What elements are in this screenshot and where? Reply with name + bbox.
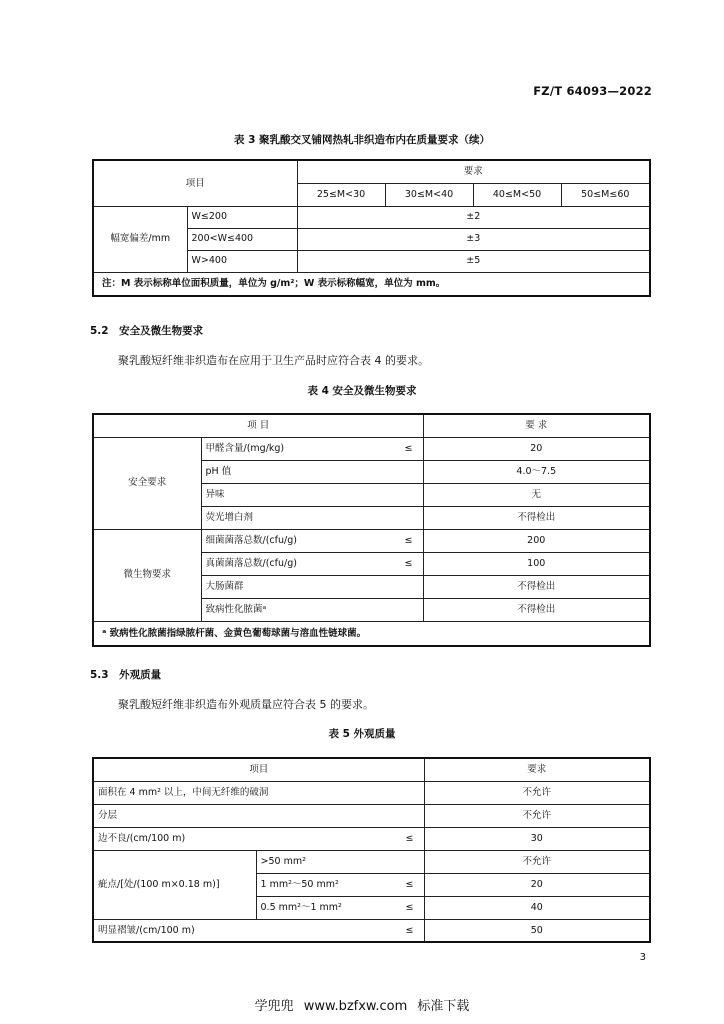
table3-value: ±5: [297, 250, 650, 272]
table3-cond: 200<W≤400: [187, 228, 297, 250]
table5-value: 不允许: [424, 804, 650, 827]
table4-item-label: pH 值: [205, 465, 232, 477]
table4-group-label: 安全要求: [93, 437, 201, 529]
table4-value: 200: [423, 529, 650, 552]
table3-col: 30≤M<40: [385, 183, 473, 206]
table4-item: [201, 575, 423, 598]
table3-cond: W>400: [187, 250, 297, 272]
table3-col: 25≤M<30: [297, 183, 385, 206]
table5-value: 30: [424, 827, 650, 850]
table5-value: 40: [424, 896, 650, 919]
table4-value: 不得检出: [423, 575, 650, 598]
leq-symbol: ≤: [404, 557, 413, 569]
table4-item: [201, 506, 423, 529]
table5-spot-cond: [256, 873, 424, 896]
table3-col: 50≤M≤60: [561, 183, 650, 206]
leq-symbol: ≤: [404, 534, 413, 546]
table4-item-label: 细菌菌落总数/(cfu/g): [205, 534, 297, 546]
table4-item-label: 真菌菌落总数/(cfu/g): [205, 557, 297, 569]
table5-header-req: 要求: [424, 758, 650, 781]
table4-item: [201, 483, 423, 506]
table3: [92, 159, 651, 297]
leq-symbol: ≤: [404, 442, 413, 454]
leq-symbol: ≤: [405, 901, 414, 913]
table3-header-item: 项目: [93, 160, 297, 206]
table5-value: 20: [424, 873, 650, 896]
leq-symbol: ≤: [405, 832, 414, 844]
table5-item: [93, 919, 424, 942]
section-5-2-heading: 5.2 安全及微生物要求: [90, 325, 204, 337]
leq-symbol: ≤: [405, 878, 414, 890]
table3-header-req: 要求: [297, 160, 650, 183]
table3-group-label: 幅宽偏差/mm: [93, 206, 187, 272]
table5-spot-cond-label: 1 mm²～50 mm²: [260, 878, 339, 890]
table4-value: 4.0～7.5: [423, 460, 650, 483]
page-number: 3: [639, 952, 646, 963]
table3-col: 40≤M<50: [473, 183, 561, 206]
table5-spot-cond: [256, 850, 424, 873]
table4-header-item: 项 目: [93, 414, 423, 437]
table3-value: ±3: [297, 228, 650, 250]
table4-header-req: 要 求: [423, 414, 650, 437]
standard-number: FZ/T 64093—2022: [533, 84, 652, 98]
table4-value: 不得检出: [423, 506, 650, 529]
table5-header-item: 项目: [93, 758, 424, 781]
table4-group-label: 微生物要求: [93, 529, 201, 621]
footer-tagline: 标准下载: [417, 999, 470, 1014]
table3-value: ±2: [297, 206, 650, 228]
table4-value: 100: [423, 552, 650, 575]
table4-item: [201, 598, 423, 621]
table4-value: 无: [423, 483, 650, 506]
table4-item-label: 荧光增白剂: [205, 511, 254, 523]
footer-watermark: [0, 995, 724, 1014]
table5-item: 面积在 4 mm² 以上，中间无纤维的破洞: [93, 781, 424, 804]
table4-value: 20: [423, 437, 650, 460]
table4-item: [201, 529, 423, 552]
table4-item-label: 甲醛含量/(mg/kg): [205, 442, 285, 454]
table5-spot-label: 疵点/[处/(100 m×0.18 m)]: [93, 850, 256, 919]
table5-item-label: 边不良/(cm/100 m): [98, 832, 186, 844]
table5-item: [93, 827, 424, 850]
table4-item: [201, 460, 423, 483]
footer-site-name: 学兜兜: [254, 999, 294, 1014]
table4-caption: 表 4 安全及微生物要求: [307, 385, 417, 397]
table4-item-label: 异味: [205, 488, 225, 500]
footer-url[interactable]: www.bzfxw.com: [303, 999, 408, 1014]
table5-spot-cond-label: >50 mm²: [260, 855, 306, 867]
table5-item-label: 明显褶皱/(cm/100 m): [98, 924, 195, 936]
table5-caption: 表 5 外观质量: [328, 728, 396, 740]
table5: [92, 757, 651, 943]
table4-value: 不得检出: [423, 598, 650, 621]
table5-value: 不允许: [424, 781, 650, 804]
table3-note: 注：M 表示标称单位面积质量，单位为 g/m²；W 表示标称幅宽，单位为 mm。: [93, 272, 650, 296]
table5-spot-cond: [256, 896, 424, 919]
table4-item-label: 致病性化脓菌ᵃ: [205, 603, 267, 615]
section-5-2-text: 聚乳酸短纤维非织造布在应用于卫生产品时应符合表 4 的要求。: [118, 354, 429, 367]
table4-note: ᵃ 致病性化脓菌指绿脓杆菌、金黄色葡萄球菌与溶血性链球菌。: [93, 621, 650, 646]
table4: [92, 413, 651, 647]
section-5-3-heading: 5.3 外观质量: [90, 669, 162, 681]
table3-caption: 表 3 聚乳酸交叉铺网热轧非织造布内在质量要求（续）: [233, 134, 491, 146]
table5-value: 不允许: [424, 850, 650, 873]
leq-symbol: ≤: [405, 924, 414, 936]
table4-item-label: 大肠菌群: [205, 580, 244, 592]
table4-item: [201, 552, 423, 575]
table5-item: 分层: [93, 804, 424, 827]
table5-value: 50: [424, 919, 650, 942]
table4-item: [201, 437, 423, 460]
table3-cond: W≤200: [187, 206, 297, 228]
section-5-3-text: 聚乳酸短纤维非织造布外观质量应符合表 5 的要求。: [118, 698, 374, 711]
table5-spot-cond-label: 0.5 mm²～1 mm²: [260, 901, 342, 913]
